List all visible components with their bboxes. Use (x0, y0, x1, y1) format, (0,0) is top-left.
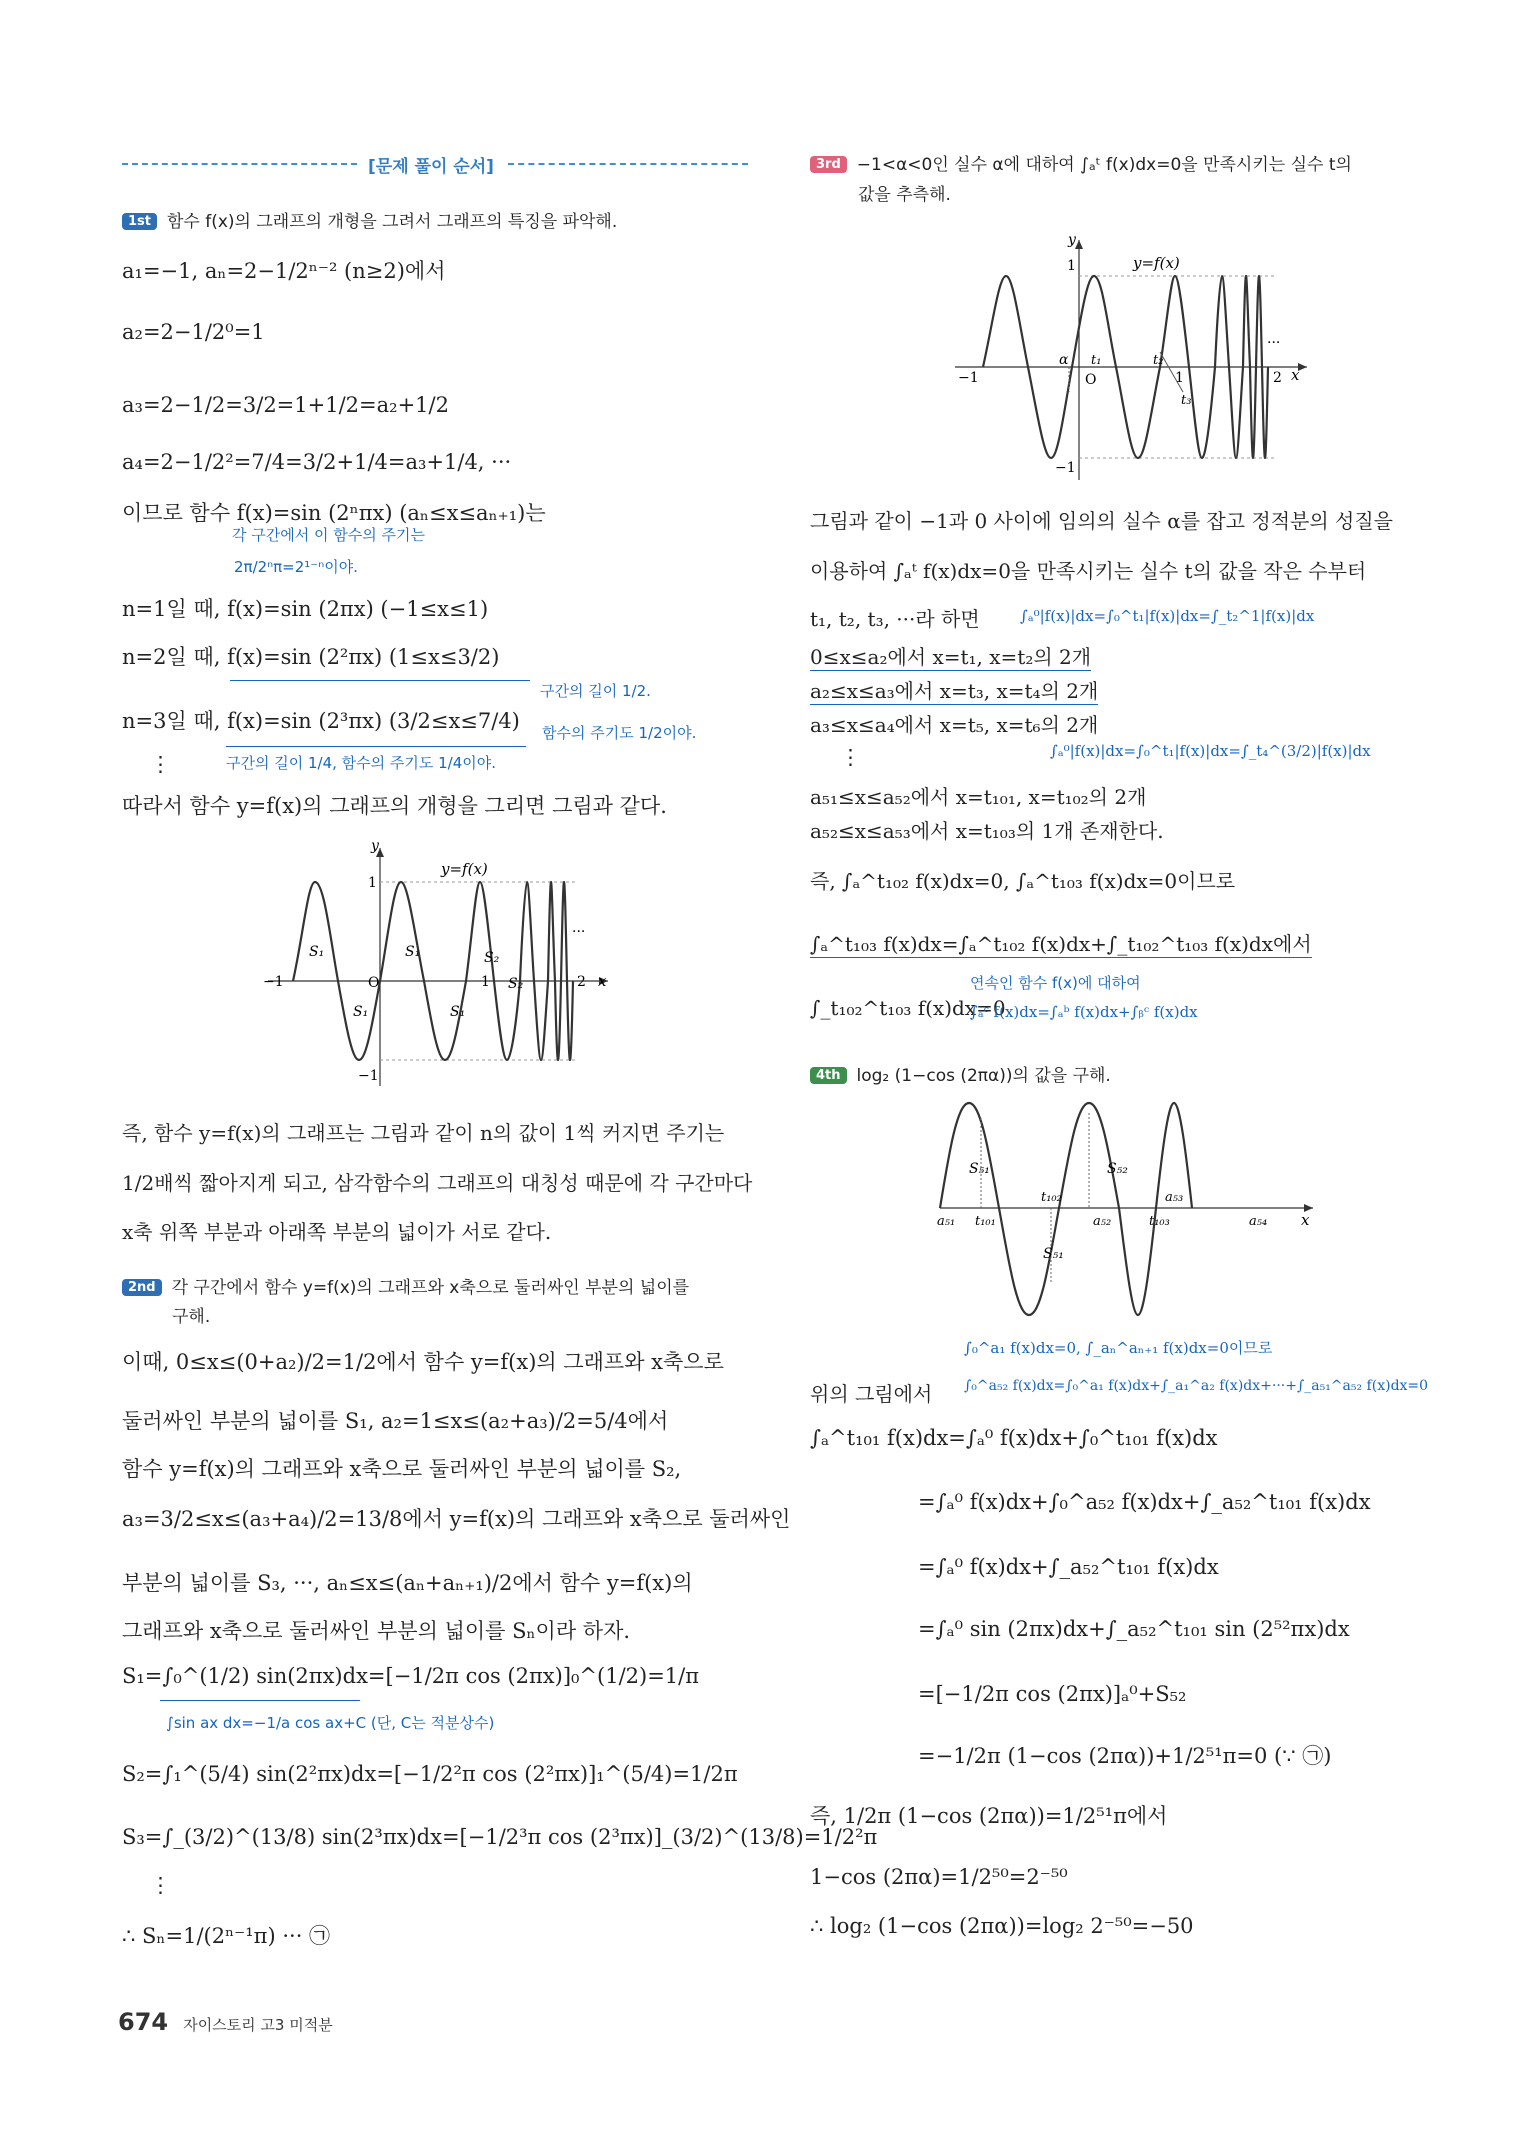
header-dash-left (122, 163, 357, 165)
note-interval-half: 구간의 길이 1/2. (540, 682, 651, 700)
left-e1: S₁=∫₀^(1/2) sin(2πx)dx=[−1/2π cos (2πx)]₀^(1/2)=1/π (122, 1664, 700, 1688)
graph-3-t102: t₁₀₂ (1041, 1190, 1062, 1205)
right-vdots: ⋮ (840, 745, 861, 769)
left-l9: 따라서 함수 y=f(x)의 그래프의 개형을 그리면 그림과 같다. (122, 794, 667, 818)
left-q3: 함수 y=f(x)의 그래프와 x축으로 둘러싸인 부분의 넓이를 S₂, (122, 1457, 682, 1481)
right-r19: 즉, 1/2π (1−cos (2πα))=1/2⁵¹π에서 (810, 1804, 1168, 1828)
graph-2-two-x: 2 (1273, 370, 1282, 386)
right-r20: 1−cos (2πα)=1/2⁵⁰=2⁻⁵⁰ (810, 1865, 1068, 1889)
graph-1 (258, 836, 618, 1091)
graph-3-s51-b: S₅₁ (1043, 1246, 1064, 1262)
graph-2-alpha: α (1059, 352, 1069, 368)
step-3 (810, 150, 1352, 175)
note-abs-integral-2: ∫ₐ⁰|f(x)|dx=∫₀^t₁|f(x)|dx=∫_t₄^(3/2)|f(x)|dx (1050, 742, 1371, 760)
left-l7: n=2일 때, f(x)=sin (2²πx) (1≤x≤3/2) (122, 645, 500, 669)
graph-1-curve-label: y=f(x) (441, 860, 488, 878)
graph-3-a54: a₅₄ (1249, 1214, 1268, 1229)
note-abs-integral-1: ∫ₐ⁰|f(x)|dx=∫₀^t₁|f(x)|dx=∫_t₂^1|f(x)|dx (1020, 607, 1315, 625)
graph-1-two-x: 2 (577, 974, 586, 990)
step-4-text: log₂ (1−cos (2πα))의 값을 구해. (856, 1066, 1111, 1086)
graph-1-s2-b: S₂ (508, 976, 524, 992)
note-period: 각 구간에서 이 함수의 주기는 (232, 526, 425, 544)
note-interval-add: ∫ₐᶜ f(x)dx=∫ₐᵇ f(x)dx+∫ᵦᶜ f(x)dx (970, 1003, 1198, 1021)
left-q2: 둘러싸인 부분의 넓이를 S₁, a₂=1≤x≤(a₂+a₃)/2=5/4에서 (122, 1409, 669, 1433)
note-underline-1 (230, 680, 530, 681)
right-r1: 그림과 같이 −1과 0 사이에 임의의 실수 α를 잡고 정적분의 성질을 (810, 509, 1393, 533)
right-r16: =∫ₐ⁰ sin (2πx)dx+∫_a₅₂^t₁₀₁ sin (2⁵²πx)dx (918, 1617, 1350, 1641)
step-1-text: 함수 f(x)의 그래프의 개형을 그려서 그래프의 특징을 파악해. (167, 212, 618, 232)
step-2-text: 각 구간에서 함수 y=f(x)의 그래프와 x축으로 둘러싸인 부분의 넓이를 (171, 1278, 690, 1298)
graph-1-s1-c: S₁ (405, 944, 421, 960)
right-r5: a₂≤x≤a₃에서 x=t₃, x=t₄의 2개 (810, 675, 1098, 705)
note-period-half: 함수의 주기도 1/2이야. (542, 724, 697, 742)
graph-1-xlabel: x (598, 972, 607, 990)
right-r21: ∴ log₂ (1−cos (2πα))=log₂ 2⁻⁵⁰=−50 (810, 1914, 1194, 1938)
graph-2-one-x: 1 (1175, 370, 1184, 386)
note-period-value: 2π/2ⁿπ=2¹⁻ⁿ이야. (234, 558, 358, 576)
graph-3-t101: t₁₀₁ (975, 1214, 996, 1229)
graph-2-t1: t₁ (1091, 353, 1102, 368)
graph-1-origin: O (368, 975, 380, 991)
right-r14: =∫ₐ⁰ f(x)dx+∫₀^a₅₂ f(x)dx+∫_a₅₂^t₁₀₁ f(x)dx (918, 1490, 1371, 1514)
right-r4: 0≤x≤a₂에서 x=t₁, x=t₂의 2개 (810, 641, 1091, 671)
graph-2-one: 1 (1067, 258, 1076, 274)
graph-1-dots: ··· (572, 924, 586, 940)
graph-2-xlabel: x (1291, 366, 1300, 384)
graph-2-ylabel: y (1068, 232, 1076, 248)
step-4 (810, 1061, 1111, 1086)
note-underline-3 (160, 1700, 360, 1701)
right-r8: a₅₂≤x≤a₅₃에서 x=t₁₀₃의 1개 존재한다. (810, 819, 1164, 843)
left-q6: 그래프와 x축으로 둘러싸인 부분의 넓이를 Sₙ이라 하자. (122, 1619, 631, 1643)
step-1-badge: 1st (122, 213, 157, 230)
left-q1: 이때, 0≤x≤(0+a₂)/2=1/2에서 함수 y=f(x)의 그래프와 x축으로 (122, 1350, 724, 1374)
right-r10: ∫ₐ^t₁₀₃ f(x)dx=∫ₐ^t₁₀₂ f(x)dx+∫_t₁₀₂^t₁₀₃ f(x)dx에서 (810, 928, 1312, 958)
left-l6: n=1일 때, f(x)=sin (2πx) (−1≤x≤1) (122, 597, 489, 621)
graph-2 (955, 232, 1315, 484)
graph-3-a53: a₅₃ (1165, 1190, 1184, 1205)
graph-1-minus-one-x: −1 (263, 974, 284, 990)
note-underline-2 (226, 746, 526, 747)
graph-1-one: 1 (368, 875, 377, 891)
right-r3: t₁, t₂, t₃, ···라 하면 (810, 607, 980, 631)
header-dash-right (508, 163, 748, 165)
note-continuous: 연속인 함수 f(x)에 대하여 (970, 974, 1141, 992)
right-r17: =[−1/2π cos (2πx)]ₐ⁰+S₅₂ (918, 1682, 1187, 1706)
right-r6: a₃≤x≤a₄에서 x=t₅, x=t₆의 2개 (810, 713, 1099, 737)
graph-1-s1-d: S₁ (450, 1004, 466, 1020)
step-3-text-2: 값을 추측해. (858, 185, 951, 205)
note-integral-sin: ∫sin ax dx=−1/a cos ax+C (단, C는 적분상수) (166, 1714, 495, 1732)
graph-3-xlabel: x (1301, 1211, 1310, 1229)
book-title: 자이스토리 고3 미적분 (183, 2016, 333, 2034)
left-e4: ∴ Sₙ=1/(2ⁿ⁻¹π) ··· ㉠ (122, 1924, 331, 1948)
graph-2-origin: O (1085, 372, 1097, 388)
note-sum-zero: ∫₀^a₅₂ f(x)dx=∫₀^a₁ f(x)dx+∫_a₁^a₂ f(x)dx+···+∫_a₅₁^a₅₂ f(x)dx=0 (964, 1378, 1429, 1394)
graph-3-t103: t₁₀₃ (1149, 1214, 1170, 1229)
page-number: 674 (118, 2008, 169, 2036)
left-l5: 이므로 함수 f(x)=sin (2ⁿπx) (aₙ≤x≤aₙ₊₁)는 (122, 501, 546, 525)
left-q5: 부분의 넓이를 S₃, ···, aₙ≤x≤(aₙ+aₙ₊₁)/2에서 함수 y=f(x)의 (122, 1571, 693, 1595)
left-e2: S₂=∫₁^(5/4) sin(2²πx)dx=[−1/2²π cos (2²πx)]₁^(5/4)=1/2π (122, 1762, 738, 1786)
step-1 (122, 207, 617, 232)
left-l2: a₂=2−1/2⁰=1 (122, 320, 265, 344)
step-2 (122, 1273, 689, 1298)
graph-1-one-x: 1 (481, 974, 490, 990)
right-r15: =∫ₐ⁰ f(x)dx+∫_a₅₂^t₁₀₁ f(x)dx (918, 1555, 1219, 1579)
right-r11: ∫_t₁₀₂^t₁₀₃ f(x)dx=0 (810, 996, 1006, 1020)
left-l4: a₄=2−1/2²=7/4=3/2+1/4=a₃+1/4, ··· (122, 450, 512, 474)
graph-1-s1-b: S₁ (353, 1004, 369, 1020)
note-zero-integrals: ∫₀^a₁ f(x)dx=0, ∫_aₙ^aₙ₊₁ f(x)dx=0이므로 (964, 1339, 1273, 1357)
graph-1-minus-one-y: −1 (358, 1068, 379, 1084)
graph-3-s51-a: S₅₁ (969, 1161, 990, 1177)
right-r9: 즉, ∫ₐ^t₁₀₂ f(x)dx=0, ∫ₐ^t₁₀₃ f(x)dx=0이므로 (810, 869, 1236, 893)
right-r13: ∫ₐ^t₁₀₁ f(x)dx=∫ₐ⁰ f(x)dx+∫₀^t₁₀₁ f(x)dx (810, 1426, 1218, 1450)
right-r2: 이용하여 ∫ₐᵗ f(x)dx=0을 만족시키는 실수 t의 값을 작은 수부터 (810, 559, 1367, 583)
step-3-text: −1<α<0인 실수 α에 대하여 ∫ₐᵗ f(x)dx=0을 만족시키는 실수 t의 (856, 155, 1352, 175)
left-l1: a₁=−1, aₙ=2−1/2ⁿ⁻² (n≥2)에서 (122, 259, 446, 283)
header-title: [문제 풀이 순서] (368, 157, 494, 177)
left-e3: S₃=∫_(3/2)^(13/8) sin(2³πx)dx=[−1/2³π cos (2³πx)]_(3/2)^(13/8)=1/2²π (122, 1825, 878, 1849)
graph-1-ylabel: y (371, 838, 379, 854)
left-l8: n=3일 때, f(x)=sin (2³πx) (3/2≤x≤7/4) (122, 709, 520, 733)
left-p1: 즉, 함수 y=f(x)의 그래프는 그림과 같이 n의 값이 1씩 커지면 주기는 (122, 1121, 725, 1145)
footer (118, 2008, 333, 2036)
step-2-text-2: 구해. (172, 1307, 211, 1327)
left-p2: 1/2배씩 짧아지게 되고, 삼각함수의 그래프의 대칭성 때문에 각 구간마다 (122, 1171, 753, 1195)
note-interval-quarter: 구간의 길이 1/4, 함수의 주기도 1/4이야. (226, 754, 497, 772)
graph-2-minus-one-y: −1 (1055, 460, 1076, 476)
graph-3-a52: a₅₂ (1093, 1214, 1112, 1229)
graph-2-minus-one-x: −1 (958, 370, 979, 386)
step-4-badge: 4th (810, 1067, 847, 1084)
right-r18: =−1/2π (1−cos (2πα))+1/2⁵¹π=0 (∵ ㉠) (918, 1744, 1332, 1768)
graph-3-a51: a₅₁ (937, 1214, 956, 1229)
graph-1-curve (293, 882, 573, 1060)
right-r12: 위의 그림에서 (810, 1382, 933, 1406)
graph-1-s1-a: S₁ (309, 944, 325, 960)
graph-2-t2: t₂ (1153, 353, 1164, 368)
graph-3-s52: S₅₂ (1107, 1161, 1128, 1177)
left-l3: a₃=2−1/2=3/2=1+1/2=a₂+1/2 (122, 393, 449, 417)
graph-2-t3: t₃ (1181, 393, 1192, 408)
graph-2-dots: ··· (1267, 335, 1281, 351)
step-3-badge: 3rd (810, 156, 847, 173)
step-2-badge: 2nd (122, 1279, 162, 1296)
left-vdots-2: ⋮ (150, 1873, 171, 1897)
graph-3 (935, 1093, 1315, 1328)
right-r7: a₅₁≤x≤a₅₂에서 x=t₁₀₁, x=t₁₀₂의 2개 (810, 785, 1147, 809)
graph-3-curve (940, 1103, 1192, 1315)
graph-2-curve-label: y=f(x) (1133, 254, 1180, 272)
graph-1-s2-a: S₂ (484, 950, 500, 966)
left-p3: x축 위쪽 부분과 아래쪽 부분의 넓이가 서로 같다. (122, 1220, 552, 1244)
left-vdots: ⋮ (150, 752, 171, 776)
left-q4: a₃=3/2≤x≤(a₃+a₄)/2=13/8에서 y=f(x)의 그래프와 x축으로 둘러싸인 (122, 1507, 791, 1531)
